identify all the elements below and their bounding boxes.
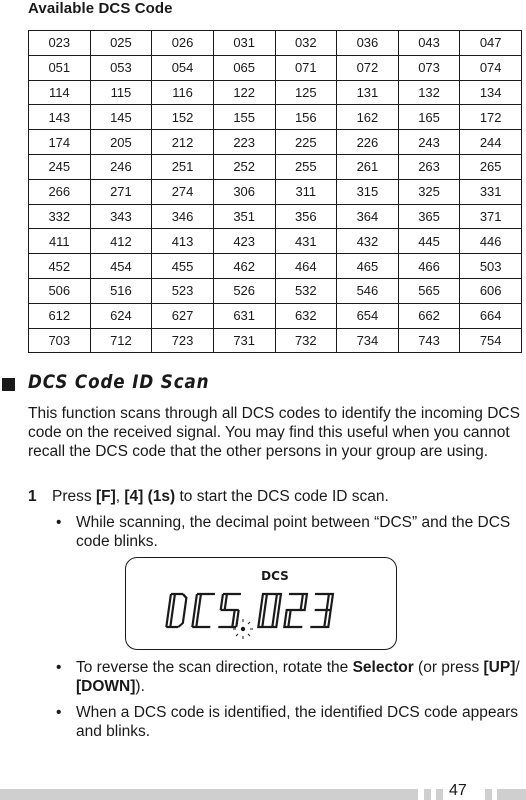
bullet-blink — [56, 513, 522, 551]
table-cell: 723 — [152, 328, 214, 353]
table-cell: 053 — [90, 55, 152, 80]
table-cell: 506 — [29, 278, 91, 303]
table-cell: 251 — [152, 154, 214, 179]
table-row — [29, 31, 522, 56]
key-f: [F] — [95, 488, 116, 505]
page-number: 47 — [449, 782, 467, 799]
table-cell: 226 — [337, 130, 399, 155]
step-sep: , — [115, 488, 125, 505]
table-cell: 032 — [275, 31, 337, 56]
table-cell: 731 — [213, 328, 275, 353]
table-cell: 155 — [213, 105, 275, 130]
table-row — [29, 328, 522, 353]
table-cell: 703 — [29, 328, 91, 353]
table-cell: 464 — [275, 254, 337, 279]
table-cell: 411 — [29, 229, 91, 254]
table-cell: 205 — [90, 130, 152, 155]
table-cell: 225 — [275, 130, 337, 155]
table-cell: 145 — [90, 105, 152, 130]
bullet-text: While scanning, the decimal point between “DCS” and the DCS code blinks. — [76, 514, 511, 550]
table-cell: 125 — [275, 80, 337, 105]
table-cell: 516 — [90, 278, 152, 303]
footer-bar-segment — [485, 789, 492, 800]
table-cell: 465 — [337, 254, 399, 279]
key-down: [DOWN] — [76, 678, 136, 695]
table-cell: 271 — [90, 179, 152, 204]
table-cell: 212 — [152, 130, 214, 155]
bullet-text: To reverse the scan direction, rotate the Selector (or press [UP]/ [DOWN]). — [76, 659, 520, 695]
table-cell: 165 — [398, 105, 460, 130]
table-cell: 122 — [213, 80, 275, 105]
table-cell: 266 — [29, 179, 91, 204]
table-cell: 455 — [152, 254, 214, 279]
table-row — [29, 254, 522, 279]
table-cell: 261 — [337, 154, 399, 179]
table-cell: 712 — [90, 328, 152, 353]
table-cell: 252 — [213, 154, 275, 179]
table-cell: 632 — [275, 303, 337, 328]
table-cell: 025 — [90, 31, 152, 56]
table-cell: 351 — [213, 204, 275, 229]
table-cell: 054 — [152, 55, 214, 80]
table-row — [29, 303, 522, 328]
table-cell: 143 — [29, 105, 91, 130]
bullet-text: When a DCS code is identified, the identified DCS code appears and blinks. — [76, 704, 518, 740]
table-cell: 423 — [213, 229, 275, 254]
table-cell: 246 — [90, 154, 152, 179]
table-cell: 074 — [460, 55, 522, 80]
table-cell: 315 — [337, 179, 399, 204]
key-up: [UP] — [483, 659, 516, 676]
table-cell: 654 — [337, 303, 399, 328]
footer-bar-segment — [497, 789, 526, 800]
table-cell: 043 — [398, 31, 460, 56]
table-row — [29, 80, 522, 105]
table-cell: 734 — [337, 328, 399, 353]
table-cell: 116 — [152, 80, 214, 105]
table-cell: 754 — [460, 328, 522, 353]
table-cell: 274 — [152, 179, 214, 204]
table-cell: 051 — [29, 55, 91, 80]
table-cell: 454 — [90, 254, 152, 279]
table-cell: 365 — [398, 204, 460, 229]
table-cell: 364 — [337, 204, 399, 229]
lcd-graphic — [126, 558, 398, 651]
step-text-pre: Press — [52, 488, 96, 505]
table-cell: 036 — [337, 31, 399, 56]
table-cell: 115 — [90, 80, 152, 105]
key-4-1s: [4] (1s) — [124, 488, 176, 505]
table-cell: 244 — [460, 130, 522, 155]
table-cell: 071 — [275, 55, 337, 80]
table-cell: 172 — [460, 105, 522, 130]
section-title: DCS Code ID Scan — [28, 371, 210, 393]
table-cell: 072 — [337, 55, 399, 80]
table-cell: 306 — [213, 179, 275, 204]
table-cell: 026 — [152, 31, 214, 56]
table-cell: 265 — [460, 154, 522, 179]
table-cell: 606 — [460, 278, 522, 303]
step-1 — [28, 487, 389, 506]
dcs-indicator: DCS — [261, 569, 289, 583]
table-cell: 346 — [152, 204, 214, 229]
table-cell: 023 — [29, 31, 91, 56]
table-cell: 523 — [152, 278, 214, 303]
bullet-identified — [56, 703, 522, 741]
table-row — [29, 105, 522, 130]
table-row — [29, 229, 522, 254]
table-cell: 627 — [152, 303, 214, 328]
blinking-decimal-point — [233, 619, 253, 639]
table-cell: 503 — [460, 254, 522, 279]
table-cell: 255 — [275, 154, 337, 179]
table-cell: 743 — [398, 328, 460, 353]
table-cell: 343 — [90, 204, 152, 229]
table-row — [29, 278, 522, 303]
table-cell: 245 — [29, 154, 91, 179]
table-cell: 565 — [398, 278, 460, 303]
table-cell: 662 — [398, 303, 460, 328]
table-cell: 664 — [460, 303, 522, 328]
footer-bar — [0, 789, 418, 800]
table-cell: 466 — [398, 254, 460, 279]
dcs-code-table — [28, 30, 522, 353]
step-number: 1 — [28, 488, 37, 505]
table-cell: 047 — [460, 31, 522, 56]
table-cell: 371 — [460, 204, 522, 229]
table-cell: 526 — [213, 278, 275, 303]
table-row — [29, 154, 522, 179]
bullet-dot: • — [56, 704, 62, 721]
table-cell: 114 — [29, 80, 91, 105]
selector-label: Selector — [352, 659, 414, 676]
table-cell: 131 — [337, 80, 399, 105]
bullet-dot: • — [56, 514, 62, 531]
table-cell: 325 — [398, 179, 460, 204]
footer-bar-segment — [436, 789, 443, 800]
table-cell: 263 — [398, 154, 460, 179]
bullet-dot: • — [56, 659, 62, 676]
table-cell: 624 — [90, 303, 152, 328]
footer-bar-segment — [424, 789, 431, 800]
table-cell: 462 — [213, 254, 275, 279]
table-cell: 065 — [213, 55, 275, 80]
table-cell: 412 — [90, 229, 152, 254]
table-cell: 446 — [460, 229, 522, 254]
table-cell: 162 — [337, 105, 399, 130]
table-cell: 132 — [398, 80, 460, 105]
table-cell: 431 — [275, 229, 337, 254]
table-cell: 732 — [275, 328, 337, 353]
table-cell: 331 — [460, 179, 522, 204]
table-cell: 223 — [213, 130, 275, 155]
table-row — [29, 179, 522, 204]
table-row — [29, 55, 522, 80]
table-cell: 174 — [29, 130, 91, 155]
table-cell: 452 — [29, 254, 91, 279]
table-cell: 031 — [213, 31, 275, 56]
table-cell: 432 — [337, 229, 399, 254]
bullet-reverse — [56, 658, 522, 696]
table-cell: 413 — [152, 229, 214, 254]
intro-paragraph: This function scans through all DCS codes to identify the incoming DCS code on the received signal. You may find this useful when you cannot recall the DCS code that the other persons in your group are using. — [28, 405, 520, 460]
section-marker — [2, 378, 15, 391]
table-cell: 612 — [29, 303, 91, 328]
lcd-display-illustration — [125, 557, 397, 650]
table-cell: 445 — [398, 229, 460, 254]
table-cell: 532 — [275, 278, 337, 303]
table-cell: 356 — [275, 204, 337, 229]
step-text-post: to start the DCS code ID scan. — [175, 488, 389, 505]
table-cell: 134 — [460, 80, 522, 105]
table-cell: 152 — [152, 105, 214, 130]
table-cell: 311 — [275, 179, 337, 204]
table-cell: 631 — [213, 303, 275, 328]
table-cell: 156 — [275, 105, 337, 130]
table-cell: 243 — [398, 130, 460, 155]
table-heading: Available DCS Code — [28, 0, 173, 17]
table-row — [29, 204, 522, 229]
table-cell: 546 — [337, 278, 399, 303]
table-row — [29, 130, 522, 155]
table-cell: 332 — [29, 204, 91, 229]
table-cell: 073 — [398, 55, 460, 80]
